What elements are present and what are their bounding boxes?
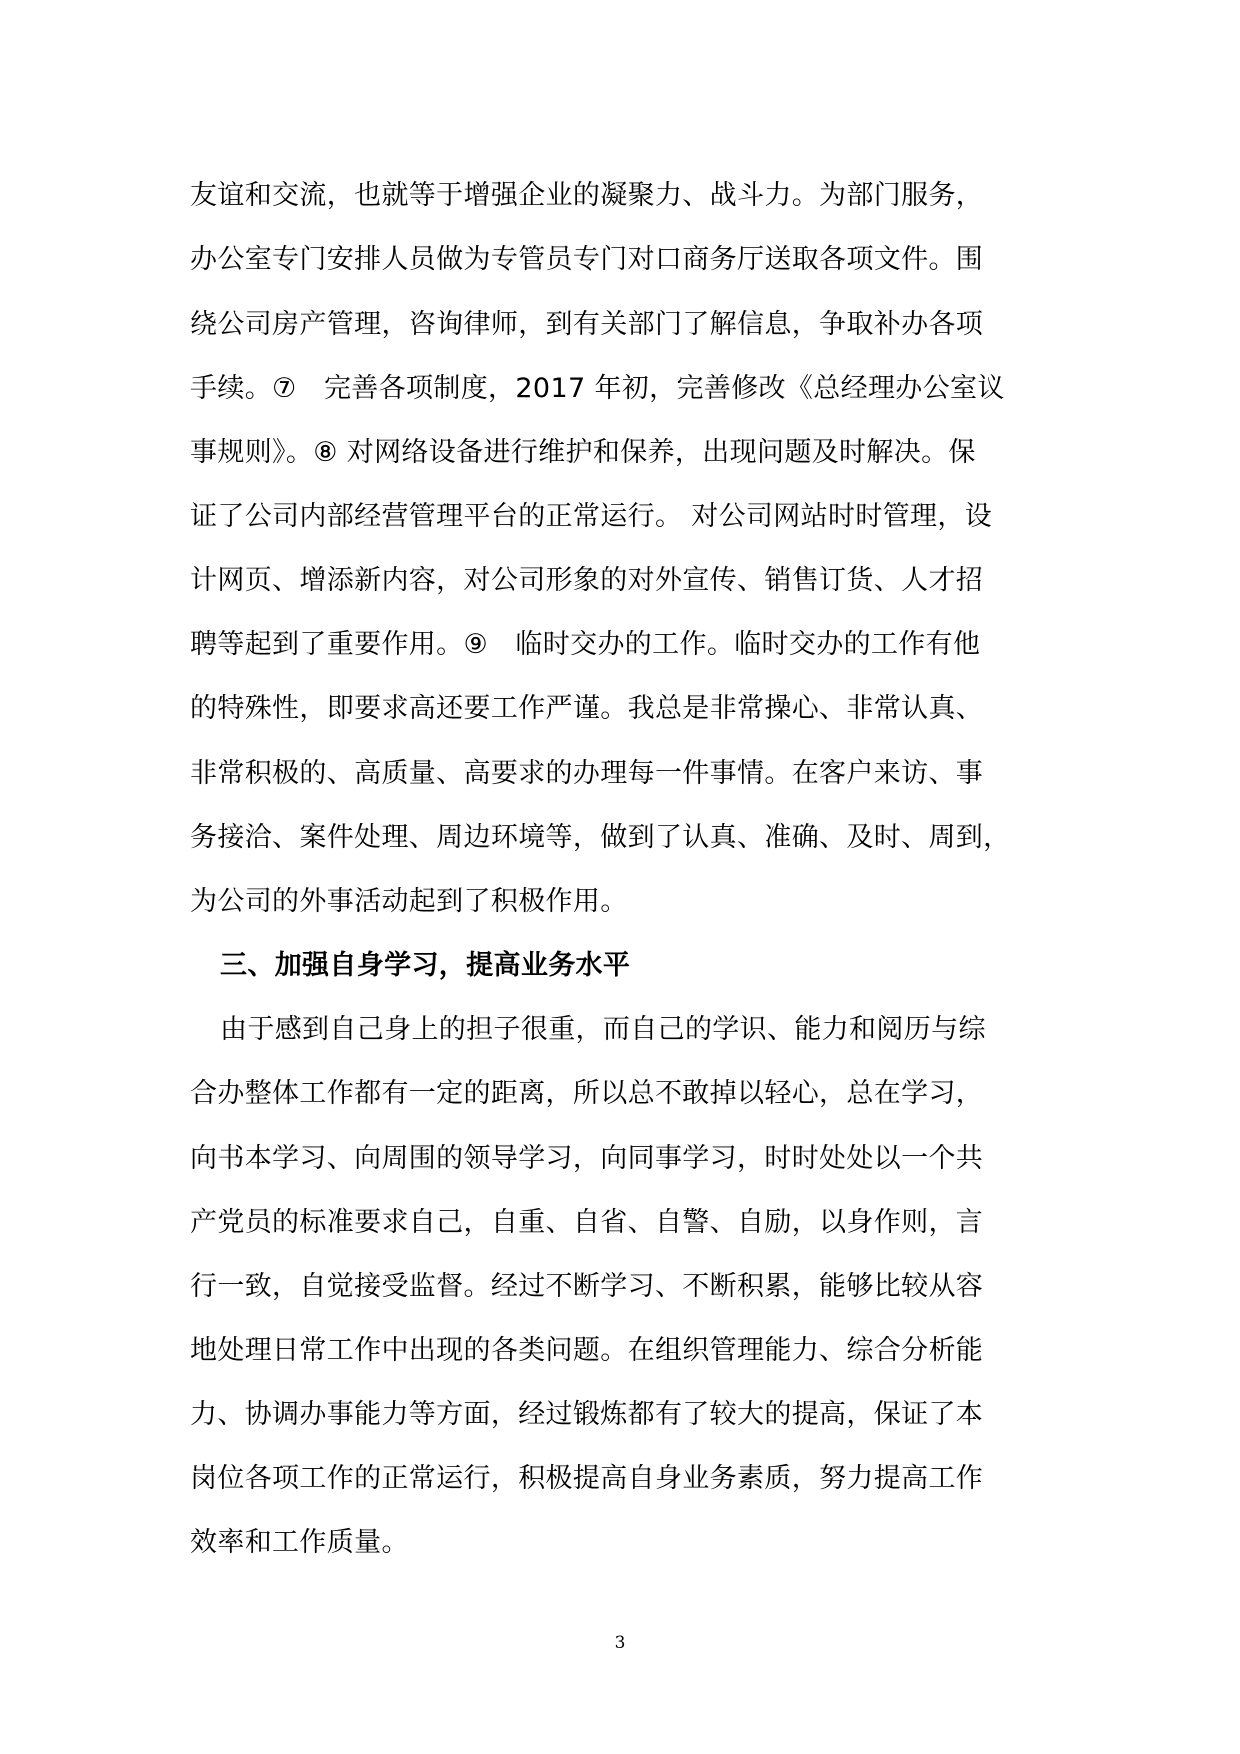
paragraph-line: 产党员的标准要求自己，自重、自省、自警、自励，以身作则，言 (190, 1207, 984, 1238)
paragraph-line: 的特殊性，即要求高还要工作严谨。我总是非常操心、非常认真、 (190, 693, 984, 724)
paragraph-line: 务接洽、案件处理、周边环境等，做到了认真、准确、及时、周到， (190, 822, 1011, 853)
paragraph-line: 地处理日常工作中出现的各类问题。在组织管理能力、综合分析能 (190, 1335, 984, 1366)
paragraph-line: 效率和工作质量。 (190, 1527, 409, 1558)
paragraph-line: 手续。⑦ 完善各项制度，2017 年初，完善修改《总经理办公室议 (190, 373, 1005, 404)
paragraph-line: 行一致，自觉接受监督。经过不断学习、不断积累，能够比较从容 (190, 1271, 984, 1302)
paragraph-line: 合办整体工作都有一定的距离，所以总不敢掉以轻心，总在学习， (190, 1078, 984, 1109)
paragraph-line: 绕公司房产管理，咨询律师，到有关部门了解信息，争取补办各项 (190, 309, 984, 340)
paragraph-line: 为公司的外事活动起到了积极作用。 (190, 886, 628, 917)
paragraph-line: 办公室专门安排人员做为专管员专门对口商务厅送取各项文件。围 (190, 244, 984, 275)
paragraph-line: 向书本学习、向周围的领导学习，向同事学习，时时处处以一个共 (190, 1143, 984, 1174)
paragraph-line: 事规则》。⑧ 对网络设备进行维护和保养，出现问题及时解决。保 (190, 437, 976, 468)
paragraph-line: 聘等起到了重要作用。⑨ 临时交办的工作。临时交办的工作有他 (190, 629, 981, 660)
paragraph-line: 由于感到自己身上的担子很重，而自己的学识、能力和阅历与综 (220, 1014, 986, 1045)
paragraph-line: 非常积极的、高质量、高要求的办理每一件事情。在客户来访、事 (190, 758, 984, 789)
paragraph-line: 友谊和交流，也就等于增强企业的凝聚力、战斗力。为部门服务， (190, 180, 984, 211)
section-heading: 三、加强自身学习，提高业务水平 (220, 950, 631, 981)
paragraph-line: 证了公司内部经营管理平台的正常运行。 对公司网站时时管理，设 (190, 501, 993, 532)
paragraph-line: 计网页、增添新内容，对公司形象的对外宣传、销售订货、人才招 (190, 565, 984, 596)
page-number: 3 (614, 1633, 626, 1653)
paragraph-line: 岗位各项工作的正常运行，积极提高自身业务素质，努力提高工作 (190, 1463, 984, 1494)
paragraph-line: 力、协调办事能力等方面，经过锻炼都有了较大的提高，保证了本 (190, 1399, 984, 1430)
